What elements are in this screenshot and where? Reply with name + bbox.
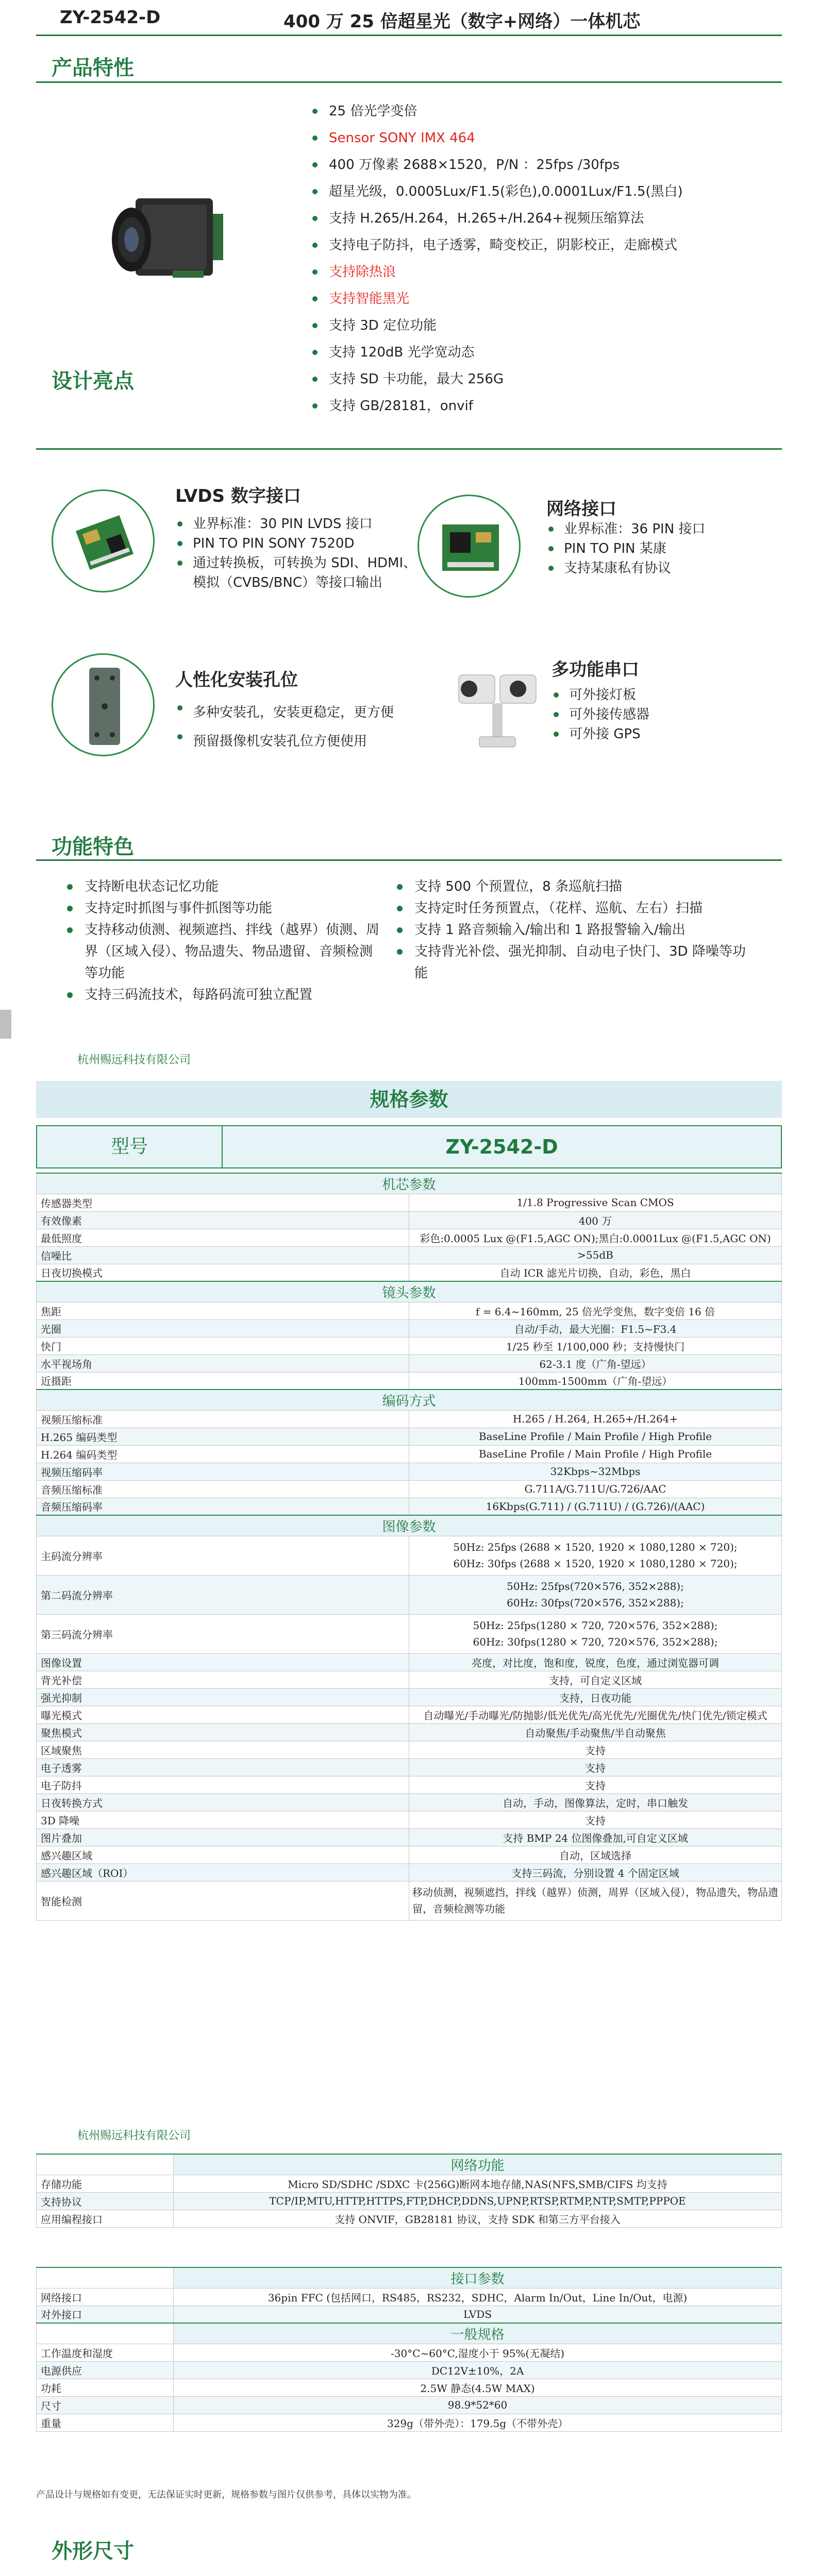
spec-value (409, 1575, 782, 1614)
spec-key: H.265 编码类型 (37, 1428, 409, 1445)
design-highlights-label: 设计亮点 (52, 369, 134, 393)
spec-value: 自动曝光/手动曝光/防抛影/低光优先/高光优先/光圈优先/快门优先/锁定模式 (409, 1706, 782, 1723)
section-header: 机芯参数 (37, 1173, 782, 1194)
feature-item: 25 倍光学变倍 (309, 98, 763, 125)
spec-key: 视频压缩码率 (37, 1463, 409, 1480)
third-stream-50hz: 50Hz: 25fps(1280 × 720, 720×576, 352×288); (473, 1619, 718, 1632)
spec-key: 光圈 (37, 1319, 409, 1337)
spec-value: 自动/手动，最大光圈：F1.5~F3.4 (409, 1319, 782, 1337)
feature-item: 支持智能黑光 (309, 285, 763, 312)
spec-value: 支持，可自定义区域 (409, 1671, 782, 1688)
function-item: 支持移动侦测、视频遮挡、拌线（越界）侦测、周界（区域入侵）、物品遗失、物品遗留、音频检测等功能 (62, 919, 381, 984)
spec-key: 音频压缩码率 (37, 1498, 409, 1515)
spec-key: 3D 降噪 (37, 1811, 409, 1828)
company-name: 杭州赐远科技有限公司 (77, 2129, 191, 2142)
spec-key: 应用编程接口 (37, 2210, 174, 2227)
spec-value: H.265 / H.264, H.265+/H.264+ (409, 1410, 782, 1428)
spec-value: 1/1.8 Progressive Scan CMOS (409, 1194, 782, 1211)
lvds-item: PIN TO PIN SONY 7520D (175, 534, 418, 553)
feature-item: 支持电子防抖，电子透雾，畸变校正，阴影校正，走廊模式 (309, 232, 763, 259)
function-item: 支持断电状态记忆功能 (62, 876, 381, 897)
spec-value: 支持，日夜功能 (409, 1688, 782, 1706)
spec-key: 尺寸 (37, 2396, 174, 2414)
spec-key: 感兴趣区域 (37, 1846, 409, 1863)
network-item: 支持某康私有协议 (546, 558, 778, 578)
section-header: 镜头参数 (37, 1281, 782, 1302)
main-stream-60hz: 60Hz: 30fps (2688 × 1520, 1920 × 1080,1280 × 720); (453, 1557, 738, 1570)
company-name: 杭州赐远科技有限公司 (77, 1054, 191, 1066)
spec-value: 36pin FFC (包括网口，RS485，RS232，SDHC，Alarm In/Out，Line In/Out，电源) (174, 2288, 782, 2306)
product-title: 400 万 25 倍超星光（数字+网络）一体机芯 (283, 11, 641, 32)
spec-key: 图片叠加 (37, 1828, 409, 1846)
spec-key: 最低照度 (37, 1229, 409, 1246)
feature-item: 支持 H.265/H.264，H.265+/H.264+视频压缩算法 (309, 205, 763, 232)
mount-list (175, 698, 423, 756)
serial-list (552, 685, 768, 744)
spec-key: 日夜切换模式 (37, 1264, 409, 1281)
spec-table-interface (36, 2267, 782, 2432)
spec-key: 工作温度和湿度 (37, 2344, 174, 2361)
spec-key: 图像设置 (37, 1653, 409, 1671)
spec-key: 电子防抖 (37, 1776, 409, 1793)
spec-value: 329g（带外壳）：179.5g（不带外壳） (174, 2414, 782, 2431)
section-header-spacer (37, 2323, 174, 2344)
function-item: 支持三码流技术，每路码流可独立配置 (62, 984, 381, 1006)
function-item: 支持 500 个预置位，8 条巡航扫描 (392, 876, 753, 897)
spec-value: BaseLine Profile / Main Profile / High Profile (409, 1428, 782, 1445)
spec-key: 电子透雾 (37, 1758, 409, 1776)
spec-key: 电源供应 (37, 2361, 174, 2379)
serial-item: 可外接 GPS (552, 724, 768, 744)
spec-value: 98.9*52*60 (174, 2396, 782, 2414)
spec-value: 2.5W 静态(4.5W MAX) (174, 2379, 782, 2396)
spec-key: 支持协议 (37, 2192, 174, 2210)
spec-value: f = 6.4~160mm, 25 倍光学变焦，数字变倍 16 倍 (409, 1302, 782, 1319)
spec-value: 亮度，对比度，饱和度，锐度，色度，通过浏览器可调 (409, 1653, 782, 1671)
feature-list (309, 98, 763, 419)
spec-key: 智能检测 (37, 1881, 409, 1920)
function-item: 支持定时任务预置点，（花样、巡航、左右）扫描 (392, 897, 753, 919)
spec-value: 自动 ICR 滤光片切换，自动，彩色，黑白 (409, 1264, 782, 1281)
spec-key: 传感器类型 (37, 1194, 409, 1211)
spec-banner: 规格参数 (36, 1081, 782, 1118)
section-header-spacer (37, 2154, 174, 2175)
spec-value: BaseLine Profile / Main Profile / High Profile (409, 1445, 782, 1463)
spec-key: 功耗 (37, 2379, 174, 2396)
serial-title: 多功能串口 (552, 659, 639, 680)
spec-key: H.264 编码类型 (37, 1445, 409, 1463)
spec-key: 近摄距 (37, 1372, 409, 1389)
spec-value: Micro SD/SDHC /SDXC 卡(256G)断网本地存储,NAS(NFS,SMB/CIFS 均支持 (174, 2175, 782, 2192)
spec-value: 支持 (409, 1758, 782, 1776)
spec-key: 网络接口 (37, 2288, 174, 2306)
spec-value: DC12V±10%，2A (174, 2361, 782, 2379)
function-item: 支持背光补偿、强光抑制、自动电子快门、3D 降噪等功能 (392, 941, 753, 984)
function-right-list (392, 876, 753, 984)
function-divider (36, 859, 782, 861)
spec-value: 62-3.1 度（广角-望远） (409, 1354, 782, 1372)
spec-table-network (36, 2154, 782, 2228)
spec-key: 有效像素 (37, 1211, 409, 1229)
spec-key: 第三码流分辨率 (37, 1614, 409, 1653)
feature-item: 400 万像素 2688×1520，P/N ：25fps /30fps (309, 151, 763, 178)
ptz-camera-icon (448, 659, 546, 762)
feature-item: 支持 120dB 光学宽动态 (309, 339, 763, 366)
feature-item: 支持 3D 定位功能 (309, 312, 763, 339)
section-header: 一般规格 (174, 2323, 782, 2344)
section-header: 网络功能 (174, 2154, 782, 2175)
spec-key: 感兴趣区域（ROI） (37, 1863, 409, 1881)
section-header-spacer (37, 2267, 174, 2288)
network-title: 网络接口 (546, 499, 616, 519)
spec-key: 音频压缩标准 (37, 1480, 409, 1498)
spec-key: 对外接口 (37, 2306, 174, 2323)
disclaimer-note: 产品设计与规格如有变更，无法保证实时更新，规格参数与图片仅供参考，具体以实物为准。 (36, 2489, 416, 2500)
spec-value: G.711A/G.711U/G.726/AAC (409, 1480, 782, 1498)
features-divider (36, 81, 782, 83)
third-stream-60hz: 60Hz: 30fps(1280 × 720, 720×576, 352×288); (473, 1636, 718, 1648)
lvds-item: 通过转换板，可转换为 SDI、HDMI、模拟（CVBS/BNC）等接口输出 (175, 553, 418, 592)
spec-key: 背光补偿 (37, 1671, 409, 1688)
spec-value: 400 万 (409, 1211, 782, 1229)
spec-value: 32Kbps~32Mbps (409, 1463, 782, 1480)
spec-value: 自动，区域选择 (409, 1846, 782, 1863)
mount-item: 预留摄像机安装孔位方便使用 (175, 727, 423, 756)
spec-table-main (36, 1173, 782, 1921)
sub-stream-50hz: 50Hz: 25fps(720×576, 352×288); (507, 1580, 684, 1592)
spec-value: >55dB (409, 1246, 782, 1264)
spec-value (409, 1536, 782, 1575)
sub-stream-60hz: 60Hz: 30fps(720×576, 352×288); (507, 1597, 684, 1609)
network-item: PIN TO PIN 某康 (546, 539, 778, 558)
spec-key: 主码流分辨率 (37, 1536, 409, 1575)
spec-key: 信噪比 (37, 1246, 409, 1264)
model-number: ZY-2542-D (60, 7, 161, 28)
section-header: 编码方式 (37, 1389, 782, 1410)
spec-value: 自动聚焦/手动聚焦/半自动聚焦 (409, 1723, 782, 1741)
feature-item: 支持 SD 卡功能，最大 256G (309, 366, 763, 393)
spec-key: 水平视场角 (37, 1354, 409, 1372)
serial-item: 可外接传感器 (552, 705, 768, 724)
feature-item: 支持除热浪 (309, 259, 763, 285)
camera-module-image (111, 193, 229, 286)
function-left-list (62, 876, 381, 1006)
spec-key: 强光抑制 (37, 1688, 409, 1706)
spec-key: 区域聚焦 (37, 1741, 409, 1758)
spec-key: 焦距 (37, 1302, 409, 1319)
spec-key: 曝光模式 (37, 1706, 409, 1723)
spec-value (409, 1614, 782, 1653)
function-title: 功能特色 (52, 835, 134, 859)
spec-value: 自动，手动，图像算法，定时，串口触发 (409, 1793, 782, 1811)
spec-value: TCP/IP,MTU,HTTP,HTTPS,FTP,DHCP,DDNS,UPNP,RTSP,RTMP,NTP,SMTP,PPPOE (174, 2192, 782, 2210)
model-value: ZY-2542-D (445, 1136, 558, 1158)
function-item: 支持 1 路音频输入/输出和 1 路报警输入/输出 (392, 919, 753, 941)
dimension-title: 外形尺寸 (52, 2539, 134, 2563)
function-item: 支持定时抓图与事件抓图等功能 (62, 897, 381, 919)
spec-key: 快门 (37, 1337, 409, 1354)
spec-value: 100mm-1500mm（广角-望远） (409, 1372, 782, 1389)
network-item: 业界标准：36 PIN 接口 (546, 519, 778, 539)
spec-value: 支持 ONVIF，GB28181 协议，支持 SDK 和第三方平台接入 (174, 2210, 782, 2227)
spec-key: 日夜转换方式 (37, 1793, 409, 1811)
spec-value: 支持 (409, 1811, 782, 1828)
section-header: 图像参数 (37, 1515, 782, 1536)
side-scroll-tab[interactable] (0, 1010, 11, 1039)
feature-item: 支持 GB/28181，onvif (309, 393, 763, 419)
spec-value: 移动侦测，视频遮挡，拌线（越界）侦测，周界（区域入侵），物品遗失，物品遗留，音频检测等功能 (409, 1881, 782, 1920)
feature-item: 超星光级，0.0005Lux/F1.5(彩色),0.0001Lux/F1.5(黑白) (309, 178, 763, 205)
lvds-list (175, 514, 418, 592)
spec-value: 16Kbps(G.711) / (G.711U) / (G.726)/(AAC) (409, 1498, 782, 1515)
mount-title: 人性化安装孔位 (175, 670, 298, 690)
model-label: 型号 (37, 1126, 223, 1167)
spec-value: 支持三码流，分别设置 4 个固定区域 (409, 1863, 782, 1881)
spec-value: -30°C~60°C,湿度小于 95%(无凝结) (174, 2344, 782, 2361)
spec-key: 第二码流分辨率 (37, 1575, 409, 1614)
feature-item: Sensor SONY IMX 464 (309, 125, 763, 151)
features-bottom-divider (36, 448, 782, 450)
spec-key: 聚焦模式 (37, 1723, 409, 1741)
spec-key: 存储功能 (37, 2175, 174, 2192)
features-title: 产品特性 (52, 56, 134, 80)
section-header: 接口参数 (174, 2267, 782, 2288)
lvds-title: LVDS 数字接口 (175, 486, 301, 506)
spec-value: LVDS (174, 2306, 782, 2323)
main-stream-50hz: 50Hz: 25fps (2688 × 1520, 1920 × 1080,1280 × 720); (453, 1541, 738, 1553)
network-list (546, 519, 778, 578)
page-header (36, 0, 782, 36)
serial-item: 可外接灯板 (552, 685, 768, 705)
spec-key: 重量 (37, 2414, 174, 2431)
spec-value: 支持 (409, 1741, 782, 1758)
spec-value: 彩色:0.0005 Lux @(F1.5,AGC ON);黑白:0.0001Lux @(F1.5,AGC ON) (409, 1229, 782, 1246)
network-board-icon (418, 495, 521, 598)
mount-item: 多种安装孔，安装更稳定，更方便 (175, 698, 423, 727)
spec-value: 支持 (409, 1776, 782, 1793)
lvds-board-icon (52, 489, 155, 592)
spec-value: 1/25 秒至 1/100,000 秒；支持慢快门 (409, 1337, 782, 1354)
spec-value: 支持 BMP 24 位图像叠加,可自定义区域 (409, 1828, 782, 1846)
model-row (36, 1125, 782, 1168)
mounting-plate-icon (52, 653, 155, 756)
spec-key: 视频压缩标准 (37, 1410, 409, 1428)
lvds-item: 业界标准：30 PIN LVDS 接口 (175, 514, 418, 534)
